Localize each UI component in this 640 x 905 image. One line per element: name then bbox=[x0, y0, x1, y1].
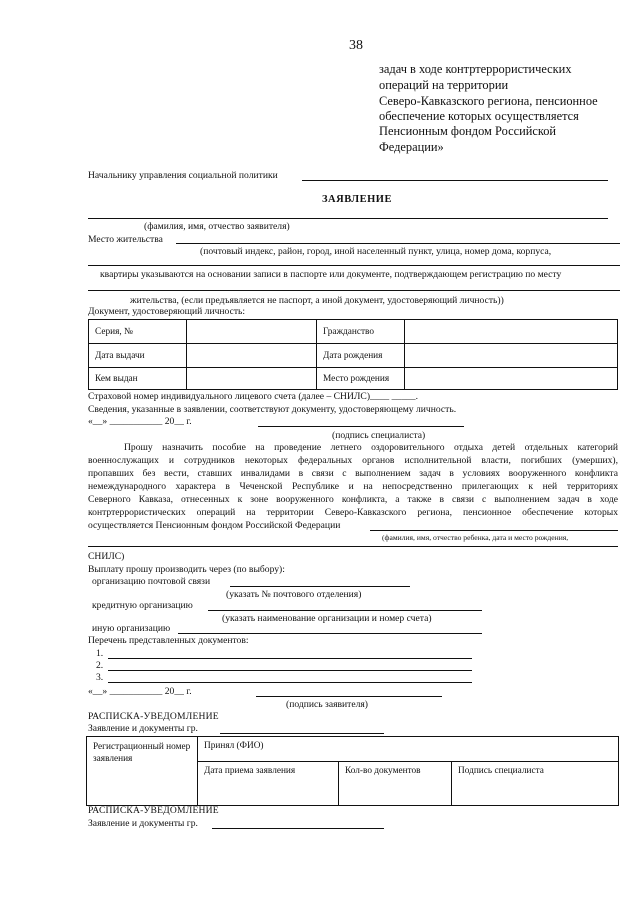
post-org-label: организацию почтовой связи bbox=[92, 576, 211, 587]
paragraph-line: Северного Кавказа, отнесенных к зоне вооруженного конфликта, а также в связи с выполнением задач в ходе bbox=[88, 494, 618, 505]
paragraph-line: немеждународного характера в Чеченской Республике и на непосредственно прилегающих к ней территориях bbox=[88, 481, 618, 492]
receipt-date-label: Дата приема заявления bbox=[198, 762, 339, 806]
docs-item-line[interactable] bbox=[108, 670, 472, 671]
applicant-sign-hint: (подпись заявителя) bbox=[286, 699, 369, 710]
header-line: задач в ходе контртеррористических bbox=[379, 62, 572, 76]
child-info-line-2[interactable] bbox=[88, 546, 618, 547]
applicant-sign-line[interactable] bbox=[256, 696, 442, 697]
paragraph-line: Прошу назначить пособие на проведение летнего оздоровительного отдыха детей отдельных категорий bbox=[124, 442, 618, 453]
applicant-name-line[interactable] bbox=[88, 218, 608, 219]
docs-label: Перечень представленных документов: bbox=[88, 635, 249, 646]
docs-item-number: 2. bbox=[96, 660, 104, 671]
date-line: «__» ___________ 20__ г. bbox=[88, 416, 192, 427]
receipt-line: Заявление и документы гр. bbox=[88, 818, 198, 829]
receipt-title: РАСПИСКА-УВЕДОМЛЕНИЕ bbox=[88, 711, 219, 722]
header-line: операций на территории bbox=[379, 78, 509, 92]
header-line: Северо-Кавказского региона, пенсионное bbox=[379, 94, 598, 108]
docs-item-number: 1. bbox=[96, 648, 104, 659]
applicant-hint: (фамилия, имя, отчество заявителя) bbox=[144, 221, 290, 232]
date-line: «__» ___________ 20__ г. bbox=[88, 686, 192, 697]
receipt-name-line[interactable] bbox=[212, 828, 384, 829]
series-field[interactable] bbox=[187, 320, 317, 344]
other-org-line[interactable] bbox=[178, 633, 482, 634]
post-org-line[interactable] bbox=[230, 586, 410, 587]
docs-item-number: 3. bbox=[96, 672, 104, 683]
snils-close: СНИЛС) bbox=[88, 551, 125, 562]
docs-item-line[interactable] bbox=[108, 682, 472, 683]
issued-by-label: Кем выдан bbox=[89, 368, 187, 390]
paragraph-line: осуществляется Пенсионным фондом Российской Федерации bbox=[88, 520, 341, 531]
receipt-count-label: Кол-во документов bbox=[339, 762, 452, 806]
receipt-sign-label: Подпись специалиста bbox=[452, 762, 619, 806]
receipt-table bbox=[86, 736, 619, 806]
post-hint: (указать № почтового отделения) bbox=[226, 589, 362, 600]
paragraph-line: военнослужащих и сотрудников некоторых федеральных органов исполнительной власти, погибших (умерших), bbox=[88, 455, 618, 466]
credit-org-label: кредитную организацию bbox=[92, 600, 193, 611]
residence-label: Место жительства bbox=[88, 234, 163, 245]
verify-line: Сведения, указанные в заявлении, соответствуют документу, удостоверяющему личность. bbox=[88, 404, 457, 415]
residence-hint: (почтовый индекс, район, город, иной населенный пункт, улица, номер дома, корпуса, bbox=[200, 246, 552, 257]
issue-date-label: Дата выдачи bbox=[89, 344, 187, 368]
child-hint: (фамилия, имя, отчество ребенка, дата и место рождения, bbox=[382, 533, 569, 542]
id-document-table bbox=[88, 319, 618, 390]
specialist-sign-hint: (подпись специалиста) bbox=[332, 430, 426, 441]
page-number: 38 bbox=[349, 38, 363, 53]
birth-date-label: Дата рождения bbox=[317, 344, 405, 368]
reg-number-label: Регистрационный номер заявления bbox=[87, 737, 198, 806]
document-label: Документ, удостоверяющий личность: bbox=[88, 306, 246, 317]
paragraph-line: контртеррористических операций на территории Северо-Кавказского региона, пенсионное обеспечение которых bbox=[88, 507, 618, 518]
citizenship-label: Гражданство bbox=[317, 320, 405, 344]
residence-line[interactable] bbox=[176, 243, 620, 244]
header-line: обеспечение которых осуществляется bbox=[379, 109, 579, 123]
addressee: Начальнику управления социальной политики bbox=[88, 170, 278, 181]
issue-date-field[interactable] bbox=[187, 344, 317, 368]
other-org-label: иную организацию bbox=[92, 623, 171, 634]
accepted-label: Принял (ФИО) bbox=[198, 737, 619, 762]
receipt-line: Заявление и документы гр. bbox=[88, 723, 198, 734]
residence-hint: жительства, (если предъявляется не паспорт, а иной документ, удостоверяющий личность)) bbox=[130, 295, 504, 306]
docs-item-line[interactable] bbox=[108, 658, 472, 659]
header-line: Федерации» bbox=[379, 140, 444, 154]
credit-hint: (указать наименование организации и номер счета) bbox=[222, 613, 432, 624]
header-line: Пенсионным фондом Российской bbox=[379, 124, 557, 138]
document-title: ЗАЯВЛЕНИЕ bbox=[322, 194, 392, 205]
residence-line-3[interactable] bbox=[88, 290, 620, 291]
citizenship-field[interactable] bbox=[405, 320, 618, 344]
receipt-title: РАСПИСКА-УВЕДОМЛЕНИЕ bbox=[88, 805, 219, 816]
paragraph-line: пропавших без вести, ставших инвалидами в связи с выполнением задач в условиях вооруженного конфликта bbox=[88, 468, 618, 479]
birth-place-field[interactable] bbox=[405, 368, 618, 390]
child-info-line[interactable] bbox=[370, 530, 618, 531]
residence-hint: квартиры указываются на основании записи в паспорте или документе, подтверждающем регистрацию по месту bbox=[100, 269, 562, 280]
specialist-sign-line[interactable] bbox=[258, 426, 464, 427]
issued-by-field[interactable] bbox=[187, 368, 317, 390]
addressee-line[interactable] bbox=[302, 180, 608, 181]
series-label: Серия, № bbox=[89, 320, 187, 344]
residence-line-2[interactable] bbox=[88, 265, 620, 266]
birth-date-field[interactable] bbox=[405, 344, 618, 368]
snils-line: Страховой номер индивидуального лицевого счета (далее – СНИЛС)____ _____. bbox=[88, 391, 418, 402]
payment-label: Выплату прошу производить через (по выбору): bbox=[88, 564, 285, 575]
credit-org-line[interactable] bbox=[208, 610, 482, 611]
receipt-name-line[interactable] bbox=[220, 733, 384, 734]
birth-place-label: Место рождения bbox=[317, 368, 405, 390]
